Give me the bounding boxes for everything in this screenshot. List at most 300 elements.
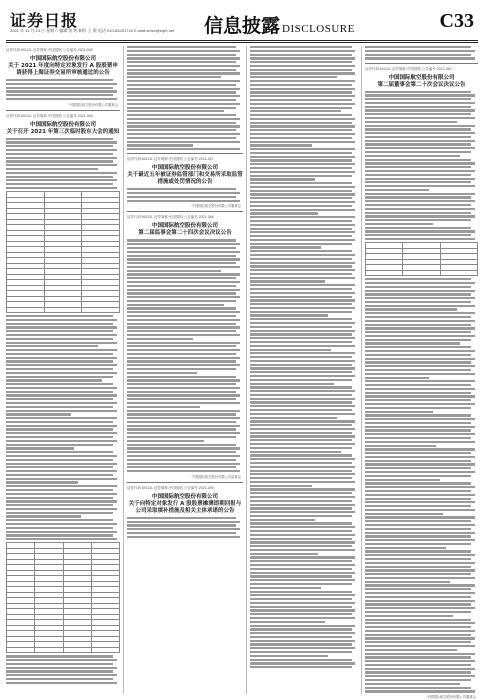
table-cell: [35, 647, 63, 653]
text-line: [365, 407, 471, 409]
text-line: [250, 280, 325, 282]
table-row: [366, 270, 478, 276]
text-line: [365, 331, 471, 333]
column-2: [127, 46, 243, 694]
text-line: [127, 428, 236, 430]
text-line: [6, 466, 113, 468]
text-line: [127, 402, 240, 404]
text-line: [6, 515, 81, 517]
text-line: [6, 391, 113, 393]
text-line: [6, 164, 117, 166]
masthead-rule-thin: [6, 42, 478, 43]
text-line: [250, 61, 352, 63]
text-line: [365, 339, 471, 341]
text-line: [365, 238, 475, 240]
text-line: [250, 307, 355, 309]
text-line: [250, 609, 355, 611]
text-line: [365, 117, 475, 119]
divider: [127, 153, 243, 154]
text-line: [250, 655, 328, 657]
text-line: [127, 54, 236, 56]
text-line: [250, 201, 355, 203]
text-line: [250, 409, 352, 411]
text-line: [6, 523, 117, 525]
text-line: [127, 273, 240, 275]
text-line: [365, 463, 475, 465]
text-line: [365, 361, 471, 363]
text-line: [250, 413, 355, 415]
text-line: [250, 243, 352, 245]
text-line: [6, 376, 113, 378]
text-line: [365, 106, 471, 108]
text-line: [365, 308, 457, 310]
text-line: [365, 102, 475, 104]
text-line: [365, 482, 471, 484]
text-line: [250, 246, 321, 248]
notice-block: [127, 157, 243, 208]
notice-title: 关于最近五年被证券监管部门和交易所采取监管措施或处罚情况的公告: [127, 172, 243, 186]
text-line: [6, 338, 113, 340]
text-line: [6, 138, 113, 140]
text-line: [127, 372, 197, 374]
text-line: [250, 492, 352, 494]
text-line: [127, 444, 236, 446]
text-line: [127, 292, 236, 294]
company-name: 中国国际航空股份有限公司: [388, 74, 455, 81]
text-line: [6, 353, 113, 355]
text-line: [250, 530, 352, 532]
text-line: [250, 386, 352, 388]
text-line: [365, 411, 433, 413]
text-line: [365, 162, 475, 164]
notice-title: 第二届监事会第二十四次会议决议公告: [138, 230, 232, 237]
text-line: [365, 293, 471, 295]
text-line: [250, 299, 355, 301]
text-line: [6, 79, 113, 81]
divider: [365, 63, 478, 64]
text-line: [250, 477, 352, 479]
table-cell: [82, 307, 120, 313]
text-line: [365, 143, 471, 145]
text-line: [250, 587, 321, 589]
text-line: [365, 460, 471, 462]
text-line: [250, 175, 352, 177]
text-line: [365, 641, 471, 643]
text-line: [6, 663, 113, 665]
text-line: [127, 410, 240, 412]
text-line: [6, 141, 117, 143]
text-line: [365, 181, 471, 183]
text-line: [250, 417, 337, 419]
company-name: 中国国际航空股份有限公司: [151, 165, 218, 172]
text-line: [6, 489, 113, 491]
text-line: [127, 447, 240, 449]
text-line: [6, 157, 117, 159]
text-line: [365, 373, 475, 375]
notice-block: [6, 114, 120, 684]
text-line: [250, 224, 355, 226]
text-line: [250, 470, 352, 472]
signature: 中国国际航空股份有限公司董事会: [426, 695, 476, 700]
text-line: [6, 413, 71, 415]
text-line: [6, 160, 113, 162]
text-line: [6, 168, 98, 170]
section-title-en: DISCLOSURE: [282, 23, 355, 35]
text-line: [127, 296, 240, 298]
text-line: [365, 151, 471, 153]
text-line: [250, 591, 352, 593]
text-line: [365, 132, 475, 134]
text-line: [6, 451, 113, 453]
text-line: [365, 215, 475, 217]
text-line: [6, 176, 113, 178]
text-line: [127, 285, 236, 287]
text-line: [127, 425, 240, 427]
text-line: [127, 334, 240, 336]
text-line: [250, 451, 341, 453]
text-line: [6, 455, 117, 457]
text-line: [6, 145, 113, 147]
page-number: C33: [439, 10, 474, 32]
text-line: [250, 220, 352, 222]
text-line: [127, 353, 236, 355]
text-line: [250, 575, 352, 577]
text-line: [127, 141, 240, 143]
table-row: [7, 307, 120, 313]
text-line: [127, 50, 240, 52]
text-line: [365, 683, 460, 685]
text-line: [6, 531, 117, 533]
text-line: [250, 651, 352, 653]
text-line: [250, 420, 355, 422]
text-line: [6, 357, 117, 359]
text-line: [365, 392, 471, 394]
text-line: [250, 625, 355, 627]
text-line: [365, 581, 450, 583]
text-line: [127, 118, 240, 120]
text-line: [250, 152, 352, 154]
text-line: [365, 354, 471, 356]
text-line: [250, 296, 352, 298]
text-line: [250, 50, 355, 52]
text-line: [6, 153, 113, 155]
text-line: [365, 50, 475, 52]
body-text: [365, 46, 478, 60]
text-line: [250, 640, 355, 642]
text-line: [365, 327, 475, 329]
masthead: [6, 6, 478, 42]
text-line: [250, 383, 334, 385]
signature: 中国国际航空股份有限公司监事会: [191, 474, 241, 479]
text-line: [6, 315, 113, 317]
text-line: [365, 547, 446, 549]
text-line: [127, 432, 240, 434]
text-line: [365, 679, 471, 681]
text-line: [250, 432, 352, 434]
text-line: [127, 122, 236, 124]
text-line: [127, 137, 236, 139]
text-line: [6, 349, 117, 351]
text-line: [6, 406, 113, 408]
text-line: [250, 439, 352, 441]
text-line: [365, 234, 471, 236]
text-line: [365, 558, 471, 560]
company-name: 中国国际航空股份有限公司: [29, 56, 96, 62]
text-line: [365, 335, 475, 337]
text-line: [365, 365, 475, 367]
text-line: [6, 326, 117, 328]
text-line: [6, 481, 78, 483]
text-line: [127, 281, 240, 283]
text-line: [365, 490, 471, 492]
text-line: [127, 517, 236, 519]
text-line: [250, 504, 355, 506]
text-line: [365, 505, 471, 507]
text-line: [127, 521, 240, 523]
text-line: [365, 656, 471, 658]
section-title: [204, 11, 355, 38]
data-table: [365, 242, 478, 276]
body-text: [127, 188, 243, 202]
text-line: [250, 65, 355, 67]
body-text: [6, 138, 120, 189]
text-line: [127, 349, 240, 351]
text-line: [6, 436, 113, 438]
text-line: [127, 323, 236, 325]
notice-block: [6, 48, 120, 107]
text-line: [365, 342, 460, 344]
company-name: 中国国际航空股份有限公司: [151, 223, 218, 230]
text-line: [250, 367, 355, 369]
text-line: [6, 674, 117, 676]
text-line: [250, 583, 352, 585]
text-line: [365, 403, 475, 405]
text-line: [250, 314, 328, 316]
text-line: [250, 401, 352, 403]
text-line: [250, 522, 352, 524]
column-separator: [123, 46, 124, 694]
notice-block: [127, 215, 243, 478]
text-line: [250, 435, 355, 437]
text-line: [127, 61, 236, 63]
text-line: [365, 316, 471, 318]
text-line: [250, 239, 355, 241]
table-cell: [91, 647, 119, 653]
text-line: [6, 98, 117, 100]
text-line: [365, 223, 433, 225]
text-line: [365, 46, 471, 48]
text-line: [250, 258, 352, 260]
table-cell: [44, 307, 82, 313]
text-line: [6, 504, 113, 506]
text-line: [6, 383, 113, 385]
text-line: [365, 174, 471, 176]
text-line: [250, 265, 352, 267]
text-line: [250, 69, 352, 71]
text-line: [365, 498, 471, 500]
text-line: [250, 519, 315, 521]
text-line: [6, 364, 117, 366]
text-line: [250, 462, 352, 464]
text-line: [250, 141, 355, 143]
text-line: [365, 671, 471, 673]
text-line: [365, 687, 471, 689]
notice-title: 第二届董事会第二十次会议决议公告: [377, 81, 466, 88]
table-row: [7, 647, 120, 653]
text-line: [127, 459, 236, 461]
text-line: [365, 305, 475, 307]
text-line: [365, 645, 475, 647]
text-line: [127, 326, 240, 328]
text-line: [127, 342, 240, 344]
text-line: [6, 500, 117, 502]
text-line: [250, 507, 352, 509]
text-line: [250, 349, 331, 351]
text-line: [250, 292, 355, 294]
text-line: [6, 534, 113, 536]
text-line: [250, 231, 355, 233]
body-text: [127, 517, 243, 538]
masthead-rule: [6, 40, 478, 41]
text-line: [250, 107, 352, 109]
text-line: [250, 560, 352, 562]
data-table: [6, 542, 120, 653]
text-line: [6, 527, 113, 529]
notice-block: [365, 67, 478, 700]
text-line: [365, 630, 475, 632]
text-line: [365, 193, 475, 195]
text-line: [127, 247, 236, 249]
text-line: [250, 110, 341, 112]
text-line: [250, 534, 355, 536]
text-line: [365, 350, 475, 352]
text-line: [6, 379, 102, 381]
text-line: [365, 358, 475, 360]
text-line: [127, 192, 240, 194]
data-table: [6, 191, 120, 313]
text-line: [250, 352, 355, 354]
text-line: [365, 178, 475, 180]
text-line: [250, 553, 318, 555]
text-line: [6, 428, 113, 430]
text-line: [127, 57, 240, 59]
column-separator: [361, 46, 362, 694]
stock-code-line: 证券代码:601111 证券简称:中国国航 公告编号:2021-045: [6, 48, 93, 52]
text-line: [127, 88, 240, 90]
text-line: [365, 320, 475, 322]
text-line: [127, 304, 224, 306]
text-line: [250, 337, 355, 339]
text-line: [6, 655, 113, 657]
text-line: [127, 80, 240, 82]
text-line: [127, 307, 236, 309]
text-line: [250, 613, 352, 615]
text-line: [250, 326, 352, 328]
text-line: [365, 128, 471, 130]
text-line: [127, 129, 236, 131]
text-line: [127, 46, 236, 48]
text-line: [365, 626, 471, 628]
text-line: [365, 297, 475, 299]
text-line: [127, 65, 240, 67]
text-line: [250, 318, 352, 320]
text-line: [365, 147, 475, 149]
text-line: [127, 528, 240, 530]
divider: [6, 110, 120, 111]
body-text: [365, 278, 478, 692]
text-line: [6, 323, 113, 325]
text-line: [365, 448, 475, 450]
text-line: [6, 447, 74, 449]
text-line: [250, 443, 355, 445]
text-line: [250, 643, 352, 645]
text-line: [127, 91, 236, 93]
text-line: [250, 572, 355, 574]
text-line: [250, 193, 355, 195]
text-line: [365, 524, 475, 526]
text-line: [365, 554, 475, 556]
text-line: [250, 148, 355, 150]
text-line: [127, 406, 200, 408]
text-line: [250, 341, 352, 343]
text-line: [365, 675, 475, 677]
text-line: [6, 444, 113, 446]
text-line: [6, 360, 113, 362]
text-line: [250, 454, 352, 456]
text-line: [365, 445, 436, 447]
text-line: [365, 456, 475, 458]
column-4: [365, 46, 478, 700]
text-line: [250, 473, 355, 475]
text-line: [6, 538, 117, 540]
text-line: [250, 159, 352, 161]
text-line: [127, 270, 221, 272]
text-line: [250, 621, 325, 623]
text-line: [127, 76, 221, 78]
text-line: [250, 330, 355, 332]
text-line: [250, 428, 355, 430]
notice-title: 关于召开 2021 年第三次临时股东大会的通知: [6, 128, 120, 135]
text-line: [250, 186, 355, 188]
text-line: [250, 466, 355, 468]
text-line: [6, 187, 117, 189]
text-line: [365, 208, 475, 210]
text-line: [127, 470, 240, 472]
text-line: [127, 277, 236, 279]
text-line: [250, 398, 355, 400]
text-line: [365, 615, 453, 617]
text-line: [127, 387, 240, 389]
text-line: [6, 678, 113, 680]
text-line: [365, 282, 475, 284]
text-line: [365, 219, 471, 221]
text-line: [365, 125, 475, 127]
text-line: [365, 301, 471, 303]
text-line: [250, 485, 312, 487]
text-line: [250, 488, 355, 490]
text-line: [365, 121, 457, 123]
text-line: [250, 333, 352, 335]
text-line: [365, 513, 443, 515]
table-cell: [7, 307, 45, 313]
text-line: [250, 269, 355, 271]
column-1: [6, 46, 120, 694]
text-line: [365, 569, 475, 571]
text-line: [6, 402, 117, 404]
table-cell: [366, 270, 403, 276]
text-line: [250, 303, 352, 305]
text-line: [6, 667, 117, 669]
